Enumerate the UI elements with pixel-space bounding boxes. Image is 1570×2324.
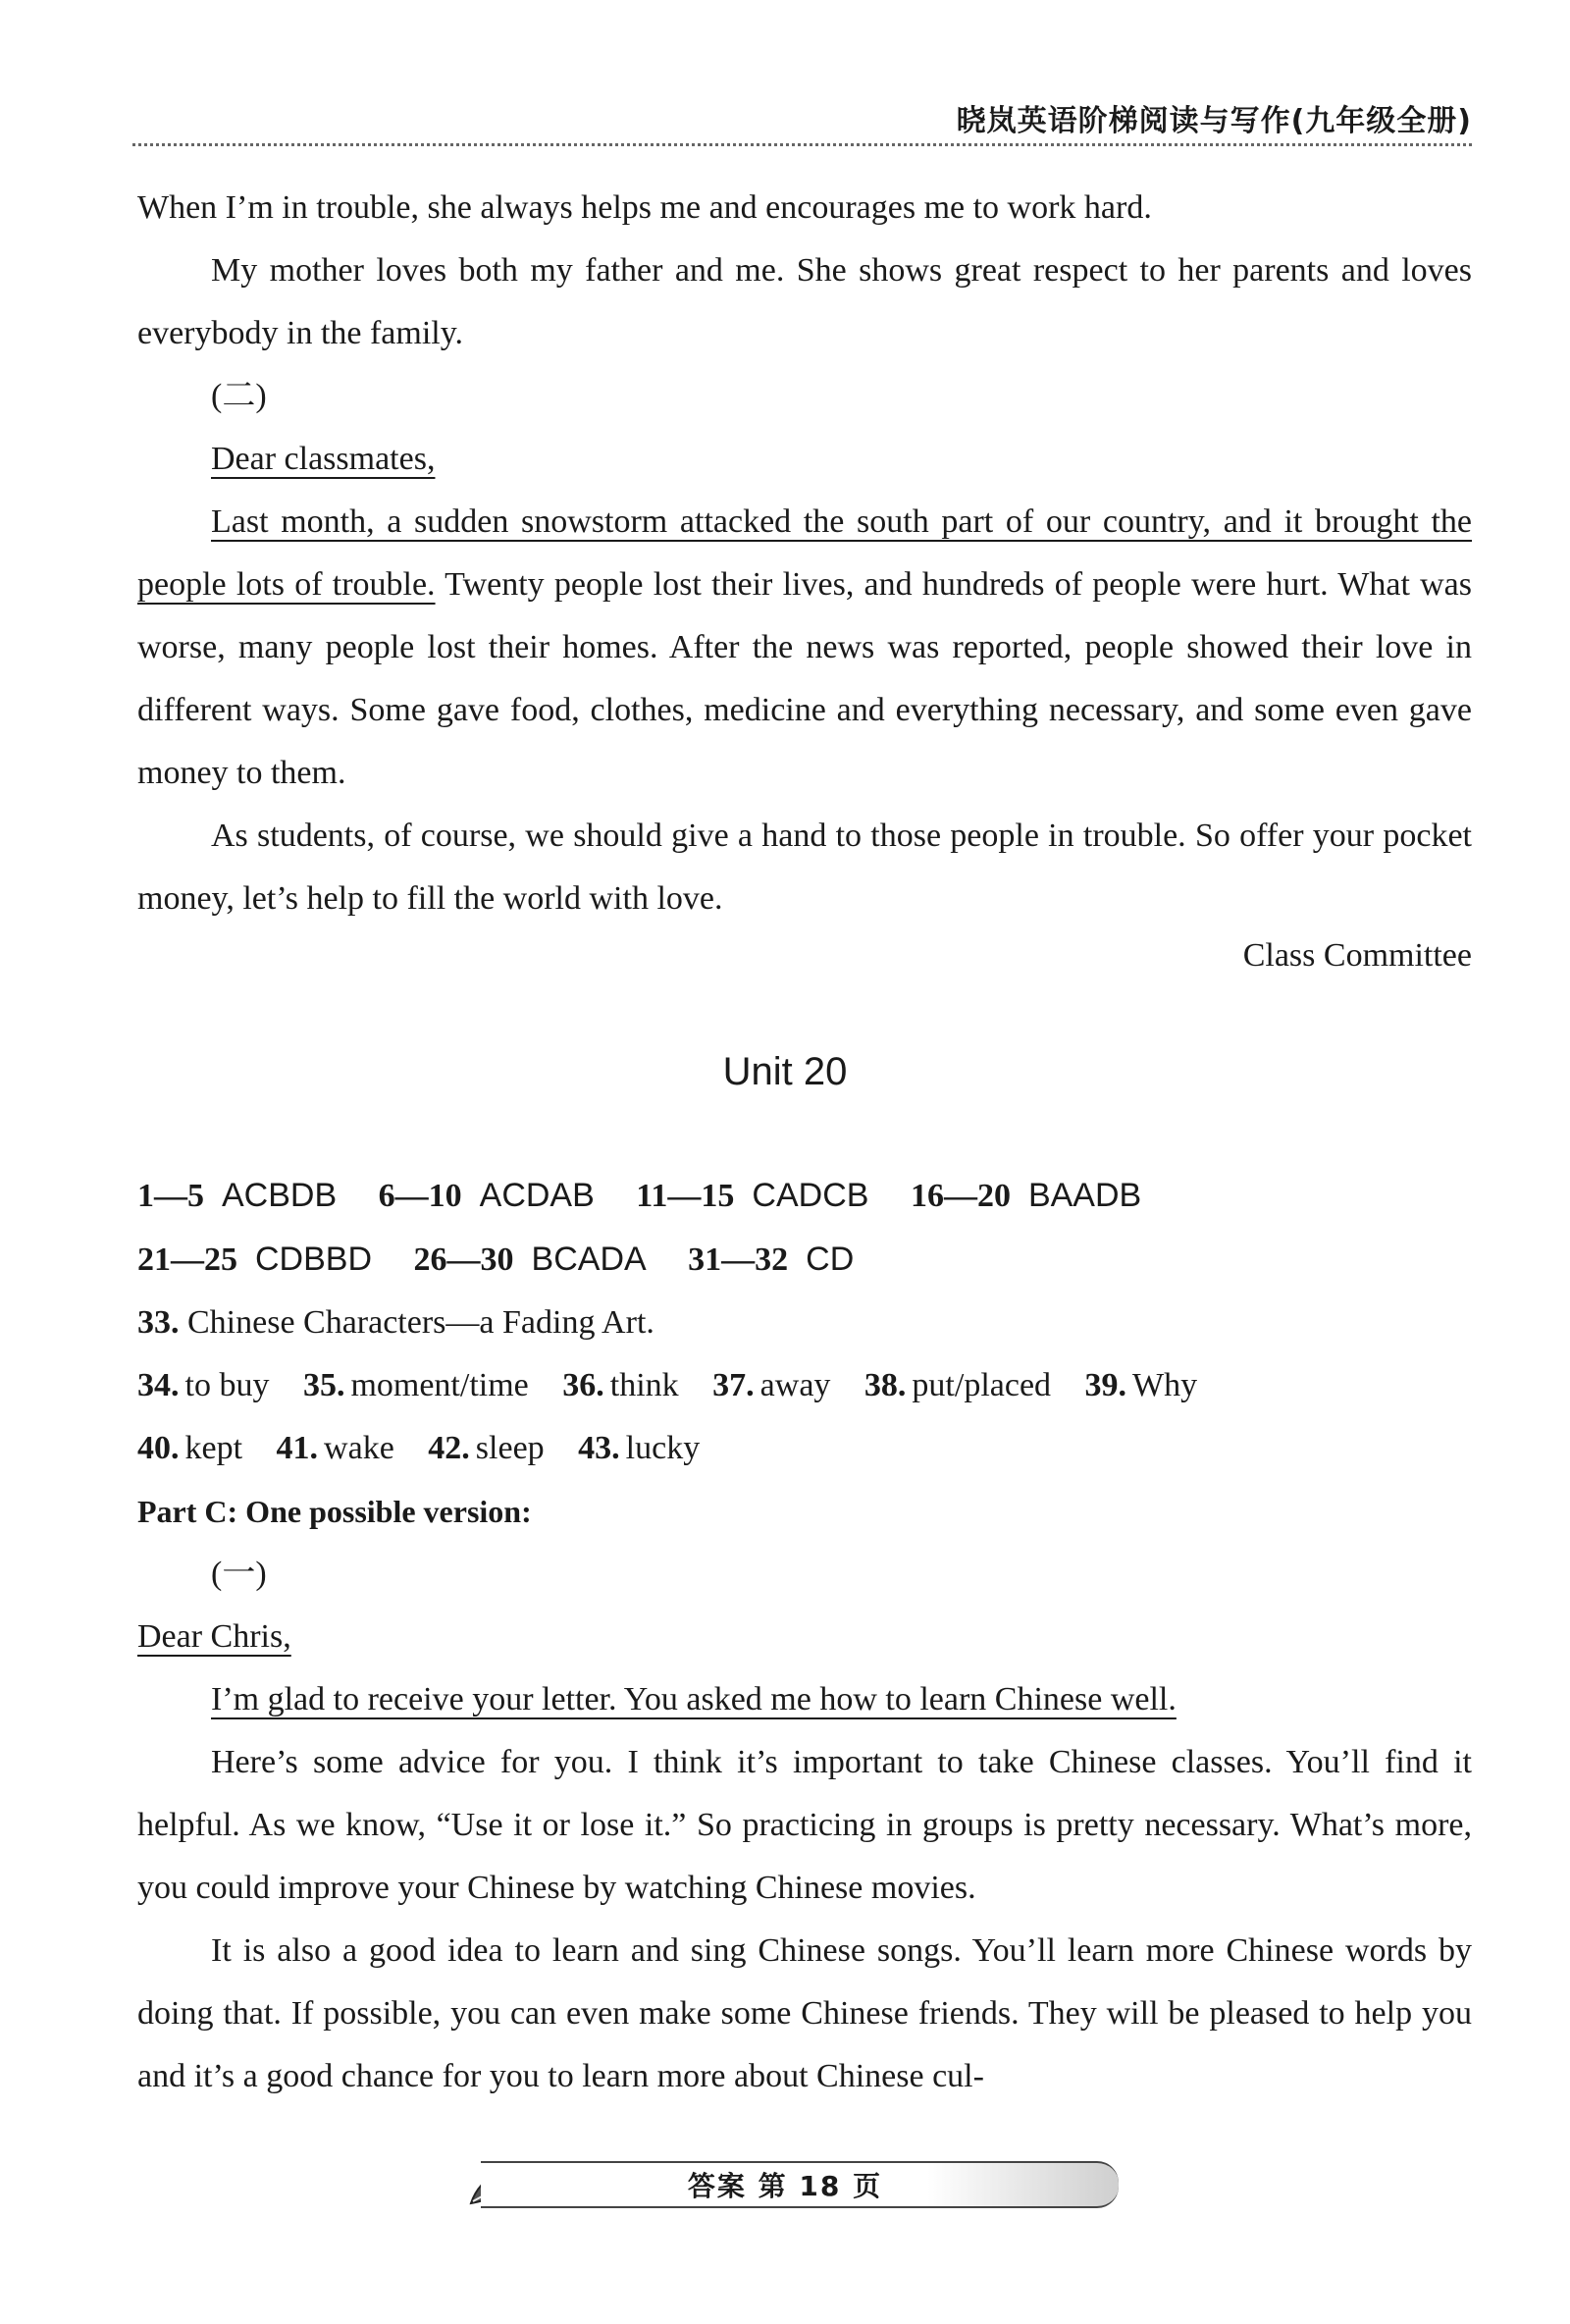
letter-section-top — [137, 177, 1472, 981]
answer-value: BCADA — [531, 1241, 647, 1278]
fill-answer: lucky — [625, 1430, 701, 1466]
fill-row-2 — [137, 1417, 1472, 1480]
fill-row-1 — [137, 1354, 1472, 1417]
letter-paragraph-3: It is also a good idea to learn and sing Chinese songs. You’ll learn more Chinese words by doing that. If possible, you can even make some Chinese friends. They will be pleased to help you and it’s a good chance for you to learn more about Chinese cul- — [137, 1932, 1472, 2094]
letter-line-1 — [137, 1668, 1472, 1731]
question-number: 41. — [276, 1430, 319, 1466]
fill-answer: away — [759, 1367, 831, 1403]
mc-row-1 — [137, 1164, 1472, 1228]
page-number: 答案 第 18 页 — [687, 2170, 883, 2202]
answer-value: CD — [806, 1241, 855, 1278]
paragraph-4: As students, of course, we should give a hand to those people in trouble. So offer your pocket money, let’s help to fill the world with love. — [137, 818, 1472, 917]
topic-sentence: I’m glad to receive your letter. You asked me how to learn Chinese well. — [211, 1681, 1177, 1717]
q33-answer: Chinese Characters—a Fading Art. — [187, 1304, 654, 1341]
question-number: 42. — [428, 1430, 470, 1466]
question-number: 37. — [712, 1367, 755, 1403]
question-number: 43. — [578, 1430, 620, 1466]
q33-row — [137, 1292, 1472, 1354]
paragraph-3 — [137, 491, 1472, 805]
answer-value: CADCB — [752, 1177, 869, 1214]
section-label: (二) — [211, 378, 267, 414]
answer-range: 31—32 — [688, 1241, 789, 1278]
letter-paragraph-2: Here’s some advice for you. I think it’s important to take Chinese classes. You’ll find it helpful. As we know, “Use it or lose it.” So practicing in groups is pretty necessary. What’s more, you could improve your Chinese by watching Chinese movies. — [137, 1744, 1472, 1906]
section-label: (一) — [211, 1556, 267, 1592]
fill-answer: wake — [324, 1430, 394, 1466]
fill-answer: moment/time — [350, 1367, 529, 1403]
header-divider — [132, 143, 1472, 146]
answer-range: 6—10 — [378, 1178, 462, 1214]
unit-title: Unit 20 — [722, 1050, 848, 1093]
answer-key — [137, 1164, 1472, 2108]
salutation-text: Dear classmates, — [211, 441, 436, 477]
answer-value: ACDAB — [479, 1177, 595, 1214]
fill-answer: Why — [1132, 1367, 1198, 1403]
fill-answer: to buy — [184, 1367, 270, 1403]
question-number: 39. — [1084, 1367, 1127, 1403]
fill-answer: put/placed — [912, 1367, 1052, 1403]
answer-range: 16—20 — [910, 1178, 1011, 1214]
question-number: 36. — [562, 1367, 604, 1403]
answer-value: BAADB — [1027, 1177, 1142, 1214]
answer-range: 26—30 — [413, 1241, 514, 1278]
answer-range: 21—25 — [137, 1241, 237, 1278]
answer-value: CDBBD — [255, 1241, 373, 1278]
question-number: 40. — [137, 1430, 180, 1466]
part-c-heading: Part C: One possible version: — [137, 1494, 532, 1529]
signature: Class Committee — [1242, 937, 1472, 974]
answer-range: 11—15 — [636, 1178, 735, 1214]
mc-row-2 — [137, 1228, 1472, 1292]
question-number: 34. — [137, 1367, 180, 1403]
paragraph-1: When I’m in trouble, she always helps me and encourages me to work hard. — [137, 189, 1152, 226]
paragraph-3-rest: Twenty people lost their lives, and hundreds of people were hurt. What was worse, many people lost their homes. After the news was reported, people showed their love in different ways. Some gave food, clothes, medicine and everything necessary, and some even gave money to them. — [137, 566, 1473, 791]
topic-sentence: Last month, a sudden snowstorm attacked the south part of our country, and it brought the people lots of trouble. — [137, 503, 1472, 603]
answer-value: ACBDB — [222, 1177, 338, 1214]
fill-answer: kept — [184, 1430, 243, 1466]
paragraph-2: My mother loves both my father and me. She shows great respect to her parents and loves everybody in the family. — [137, 252, 1472, 351]
salutation — [137, 428, 1472, 491]
question-number: 33. — [137, 1304, 180, 1341]
salutation — [137, 1606, 1472, 1668]
book-title: 晓岚英语阶梯阅读与写作(九年级全册) — [956, 104, 1472, 138]
question-number: 38. — [864, 1367, 907, 1403]
answer-range: 1—5 — [137, 1178, 204, 1214]
question-number: 35. — [302, 1367, 345, 1403]
fill-answer: think — [609, 1367, 679, 1403]
salutation-text: Dear Chris, — [137, 1618, 291, 1655]
fill-answer: sleep — [475, 1430, 545, 1466]
